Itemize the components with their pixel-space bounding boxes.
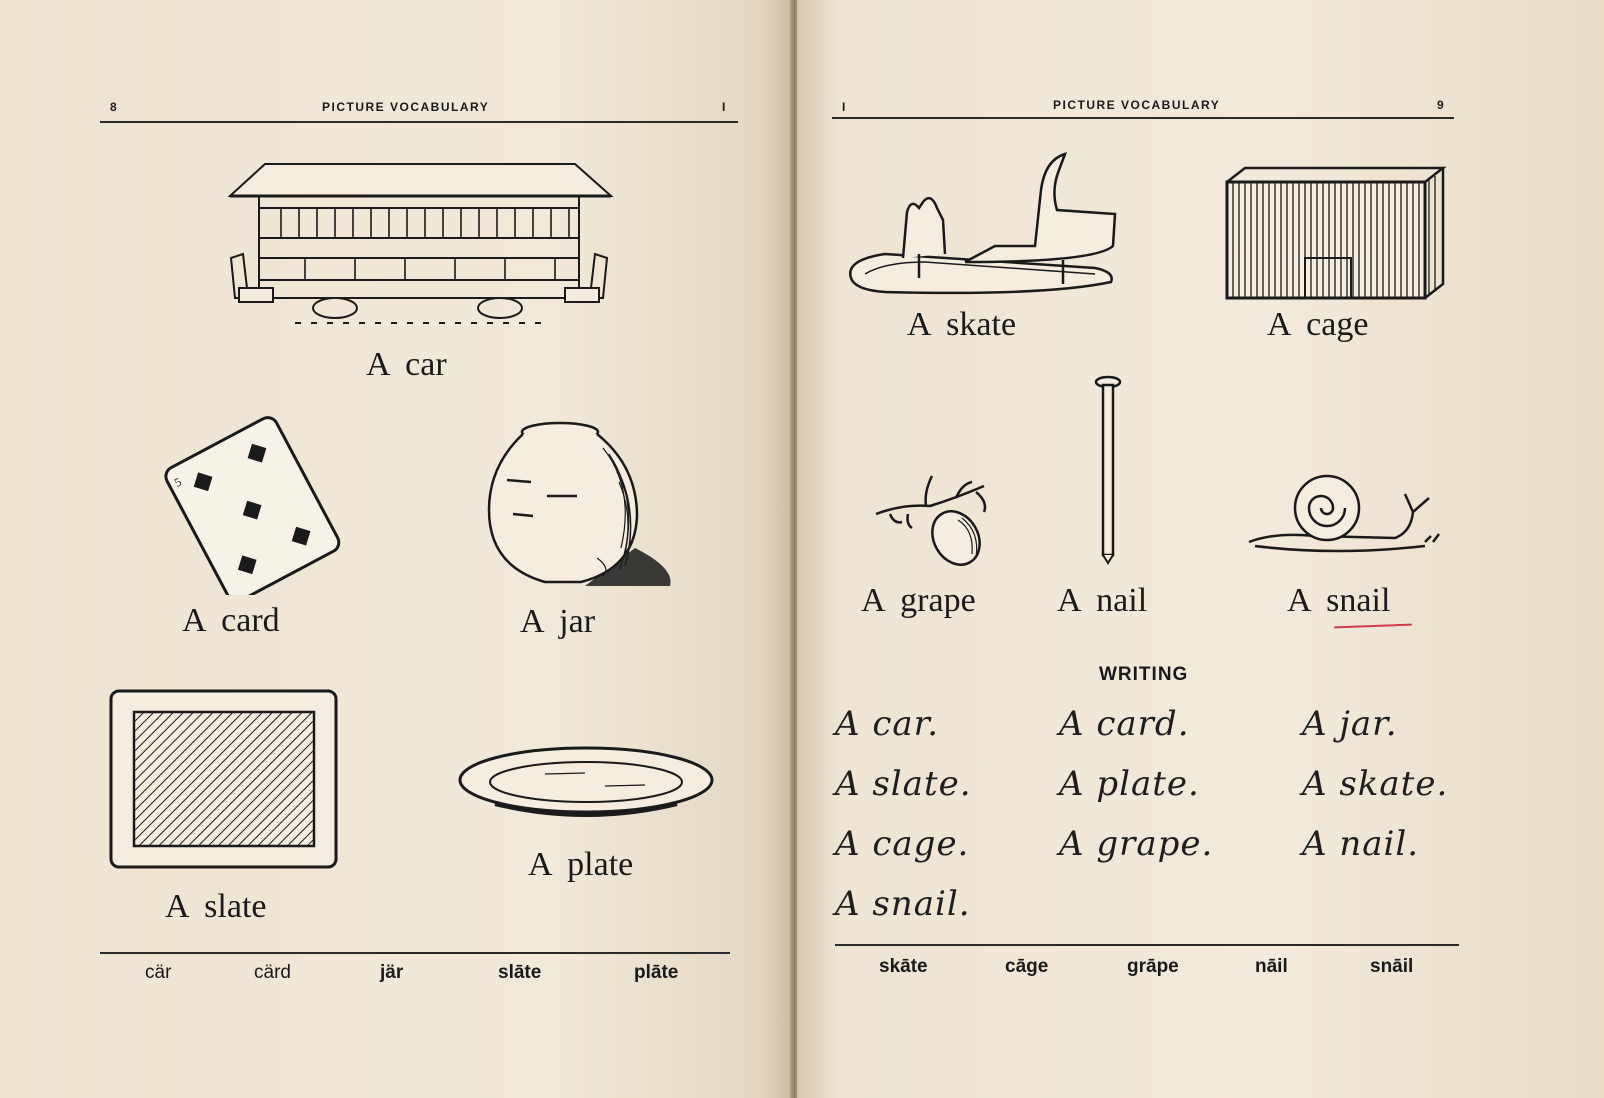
right-page [797, 0, 1604, 1098]
label-card: A card [182, 602, 280, 639]
label-nail: A nail [1057, 582, 1148, 619]
writing-line-1-col-2: A card. [1059, 704, 1190, 744]
page-number-left: 8 [110, 100, 119, 114]
label-plate: A plate [528, 846, 634, 883]
writing-line-3-col-2: A grape. [1059, 824, 1214, 864]
writing-line-3-col-3: A nail. [1302, 824, 1420, 864]
red-pencil-underline [1334, 624, 1412, 629]
card-corner-index: 5 [171, 474, 184, 490]
snail-illustration [1245, 472, 1441, 562]
writing-heading: WRITING [1099, 664, 1189, 685]
footer-word-slate: slāte [498, 962, 542, 983]
slate-illustration [108, 688, 340, 872]
running-head-right: PICTURE VOCABULARY [1053, 98, 1221, 112]
footer-word-grape: grāpe [1127, 956, 1179, 977]
skate-illustration [845, 150, 1123, 298]
writing-line-1-col-3: A jar. [1302, 704, 1398, 744]
footer-word-car: cär [145, 962, 172, 983]
page-number-right: 9 [1437, 98, 1446, 112]
left-page [0, 0, 792, 1098]
footer-word-card: cärd [254, 962, 291, 983]
footer-word-jar: jär [380, 962, 404, 983]
writing-line-4-col-1: A snail. [835, 884, 971, 924]
label-car: A car [366, 346, 447, 383]
label-skate: A skate [907, 306, 1017, 343]
label-jar: A jar [520, 603, 596, 640]
nail-illustration [1093, 375, 1123, 565]
footer-word-skate: skāte [879, 956, 928, 977]
footer-word-plate: plāte [634, 962, 679, 983]
grape-illustration [872, 472, 1002, 572]
writing-line-3-col-1: A cage. [835, 824, 970, 864]
footer-word-nail: nāil [1255, 956, 1288, 977]
label-cage: A cage [1267, 306, 1369, 343]
plate-illustration [455, 740, 717, 824]
label-snail: A snail [1287, 582, 1391, 619]
cage-illustration [1225, 166, 1447, 302]
footer-rule-right [835, 944, 1459, 946]
writing-line-2-col-2: A plate. [1059, 764, 1200, 804]
header-rule-right [832, 117, 1454, 119]
header-rule-left [100, 121, 738, 123]
running-head-left: PICTURE VOCABULARY [322, 100, 490, 114]
label-slate: A slate [165, 888, 267, 925]
streetcar-illustration [225, 158, 615, 330]
footer-word-cage: cāge [1005, 956, 1049, 977]
writing-line-1-col-1: A car. [835, 704, 939, 744]
lesson-mark-right: I [842, 100, 847, 114]
writing-line-2-col-3: A skate. [1302, 764, 1449, 804]
lesson-mark-left: I [722, 100, 727, 114]
writing-line-2-col-1: A slate. [835, 764, 972, 804]
playing-card-illustration [150, 415, 350, 595]
label-grape: A grape [861, 582, 976, 619]
footer-rule-left [100, 952, 730, 954]
footer-word-snail: snāil [1370, 956, 1414, 977]
jar-illustration [485, 418, 680, 593]
